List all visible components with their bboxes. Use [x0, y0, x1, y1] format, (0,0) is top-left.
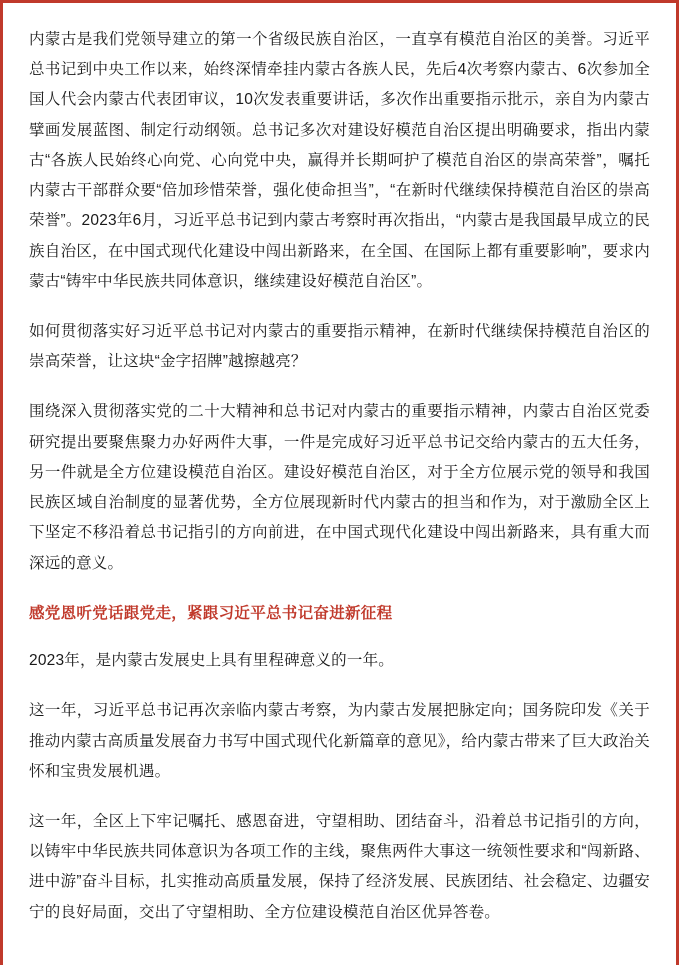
paragraph: 这一年，全区上下牢记嘱托、感恩奋进，守望相助、团结奋斗，沿着总书记指引的方向，以铸牢中华民族共同体意识为各项工作的主线，聚焦两件大事这一统领性要求和“闯新路、进中游”奋斗目标，扎实推动高质量发展，保持了经济发展、民族团结、社会稳定、边疆安宁的良好局面，交出了守望相助、全方位建设模范自治区优异答卷。 — [29, 813, 650, 921]
paragraph: 这一年，习近平总书记再次亲临内蒙古考察，为内蒙古发展把脉定向；国务院印发《关于推动内蒙古高质量发展奋力书写中国式现代化新篇章的意见》，给内蒙古带来了巨大政治关怀和宝贵发展机遇。 — [29, 702, 650, 780]
paragraph: 围绕深入贯彻落实党的二十大精神和总书记对内蒙古的重要指示精神，内蒙古自治区党委研究提出要聚焦聚力办好两件大事，一件是完成好习近平总书记交给内蒙古的五大任务，另一件就是全方位建设模范自治区。建设好模范自治区，对于全方位展示党的领导和我国民族区域自治制度的显著优势，全方位展现新时代内蒙古的担当和作为，对于激励全区上下坚定不移沿着总书记指引的方向前进，在中国式现代化建设中闯出新路来，具有重大而深远的意义。 — [29, 403, 650, 572]
paragraph: 2023年，是内蒙古发展史上具有里程碑意义的一年。 — [29, 652, 394, 670]
paragraph: 如何贯彻落实好习近平总书记对内蒙古的重要指示精神，在新时代继续保持模范自治区的崇高荣誉，让这块“金字招牌”越擦越亮？ — [29, 322, 650, 371]
document-content — [3, 3, 676, 944]
paragraph: 内蒙古是我们党领导建立的第一个省级民族自治区，一直享有模范自治区的美誉。习近平总书记到中央工作以来，始终深情牵挂内蒙古各族人民，先后4次考察内蒙古、6次参加全国人代会内蒙古代表团审议，10次发表重要讲话，多次作出重要指示批示，亲自为内蒙古擘画发展蓝图、制定行动纲领。总书记多次对建设好模范自治区提出明确要求，指出内蒙古“各族人民始终心向党、心向党中央，赢得并长期呵护了模范自治区的崇高荣誉”，嘱托内蒙古干部群众要“倍加珍惜荣誉，强化使命担当”，“在新时代继续保持模范自治区的崇高荣誉”。2023年6月，习近平总书记到内蒙古考察时再次指出，“内蒙古是我国最早成立的民族自治区，在中国式现代化建设中闯出新路来，在全国、在国际上都有重要影响”，要求内蒙古“铸牢中华民族共同体意识，继续建设好模范自治区”。 — [29, 31, 650, 290]
section-heading: 感党恩听党话跟党走，紧跟习近平总书记奋进新征程 — [29, 604, 393, 622]
